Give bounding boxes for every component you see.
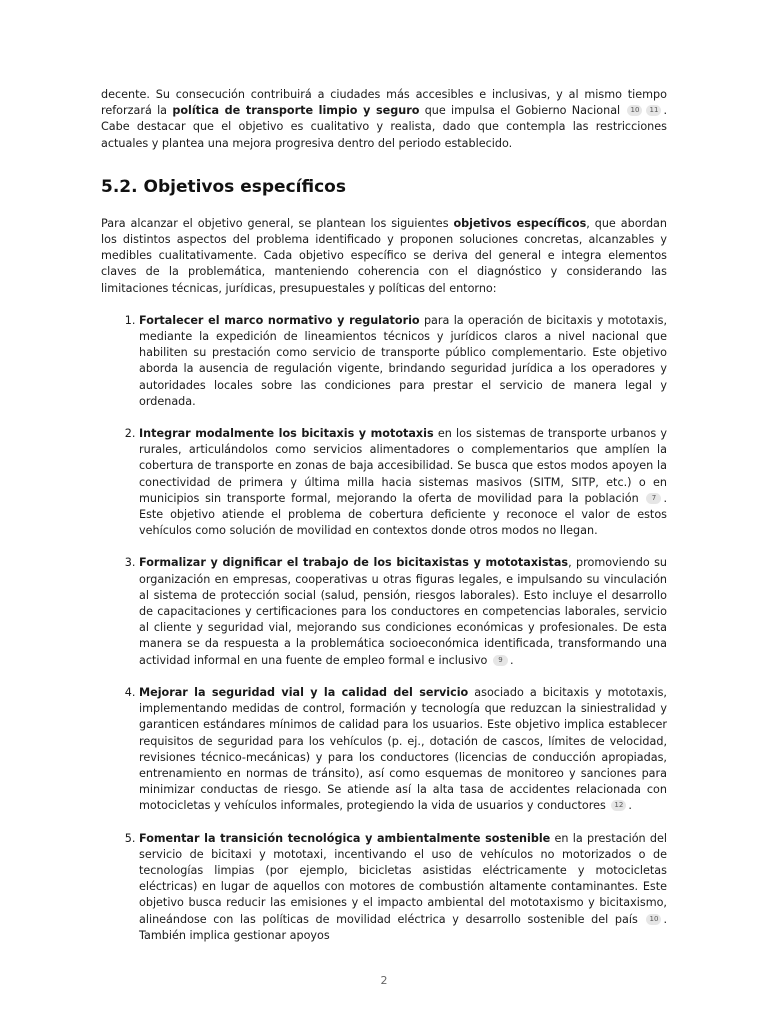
objective-item [139,685,667,815]
intro-text: . Cabe destacar que el objetivo es cualitativo y realista, dado que contempla las restricciones actuales y plantea una mejora progresiva dentro del periodo establecido. [101,104,668,150]
objective-text: en la prestación del servicio de bicitaxi y mototaxi, incentivando el uso de vehículos no motorizados o de tecnologías limpias (por ejemplo, bicicletas asistidas eléctricamente y motocicletas eléctricas) en lugar de aquellos con motores de combustión altamente contaminantes. Este objetivo busca reducir las emisiones y el impacto ambiental del mototaxismo y bicitaxismo, alineándose con las políticas de movilidad eléctrica y desarrollo sostenible del país [139,831,667,926]
citation-ref[interactable]: 10 [627,105,642,116]
section-text: Para alcanzar el objetivo general, se plantean los siguientes [101,216,454,230]
objective-item [139,313,667,410]
intro-text: que impulsa el Gobierno Nacional [419,104,621,118]
objective-item [139,831,667,944]
objective-item [139,555,667,668]
objective-item [139,426,667,539]
objective-text: . [628,799,632,813]
objective-title: Mejorar la seguridad vial y la calidad del servicio [139,685,469,699]
objective-text: . [509,653,514,667]
citation-ref[interactable]: 12 [611,800,626,811]
objective-title: Integrar modalmente los bicitaxis y mototaxis [139,427,434,441]
citation-ref[interactable]: 11 [646,105,661,116]
page-number: 2 [380,974,388,987]
objective-text: asociado a bicitaxis y mototaxis, implementando medidas de control, formación y tecnología que reduzcan la siniestralidad y garanticen estándares mínimos de calidad para los usuarios. Este objetivo implica establecer requisitos de seguridad para los vehículos (p. ej., dotación de cascos, límites de velocidad, revisiones técnico-mecánicas) y para los conductores (licencias de conducción apropiadas, entrenamiento en normas de tránsito), así como esquemas de monitoreo y sanciones para minimizar conductas de riesgo. Se atiende así la alta tasa de accidentes relacionada con motocicletas y vehículos informales, protegiendo la vida de usuarios y conductores [139,685,667,813]
objective-text: , promoviendo su organización en empresas, cooperativas u otras figuras legales, e impulsando su vinculación al sistema de protección social (salud, pensión, riesgos laborales). Esto incluye el desarrollo de capacitaciones y certificaciones para los conductores en competencias laborales, servicio al cliente y seguridad vial, mejorando sus condiciones económicas y profesionales. De esta manera se da respuesta a la problemática socioeconómica identificada, transformando una actividad informal en una fuente de empleo formal e inclusivo [139,556,667,667]
objectives-list [101,313,667,944]
citation-ref[interactable]: 9 [493,655,508,666]
intro-paragraph [101,87,667,152]
citation-ref[interactable]: 10 [646,914,661,925]
objective-title: Formalizar y dignificar el trabajo de los bicitaxistas y mototaxistas [139,556,569,570]
section-bold-phrase: objetivos específicos [453,216,587,230]
intro-bold-phrase: política de transporte limpio y seguro [172,104,420,118]
section-intro-paragraph [101,216,667,297]
objective-text: para la operación de bicitaxis y mototaxis, mediante la expedición de lineamientos técnicos y jurídicos claros a nivel nacional que habiliten su prestación como servicio de transporte público complementario. Este objetivo aborda la ausencia de regulación vigente, brindando seguridad jurídica a los operadores y autoridades locales sobre las condiciones para prestar el servicio de manera legal y ordenada. [139,313,667,408]
citation-ref[interactable]: 7 [646,493,661,504]
section-text: , que abordan los distintos aspectos del problema identificado y proponen soluciones concretas, alcanzables y medibles cualitativamente. Cada objetivo específico se deriva del general e integra elementos claves de la problemática, manteniendo coherencia con el diagnóstico y considerando las limitaciones técnicas, jurídicas, presupuestales y políticas del entorno: [101,216,667,295]
document-page [101,87,667,960]
objective-title: Fortalecer el marco normativo y regulatorio [139,313,420,327]
section-heading: 5.2. Objetivos específicos [101,176,346,197]
objective-text: . Este objetivo atiende el problema de cobertura deficiente y reconoce el valor de estos vehículos como solución de movilidad en contextos donde otros modos no llegan. [139,491,667,538]
objective-text: en los sistemas de transporte urbanos y rurales, articulándolos como servicios alimentadores o complementarios que amplíen la cobertura de transporte en zonas de baja accesibilidad. Se busca que estos modos apoyen la conectividad de primera y última milla hacia sistemas masivos (SITM, SITP, etc.) o en municipios sin transporte formal, mejorando la oferta de movilidad para la población [139,427,668,505]
objective-title: Fomentar la transición tecnológica y ambientalmente sostenible [139,831,551,845]
intro-text: decente. Su consecución contribuirá a ciudades más accesibles e inclusivas, y al mismo tiempo reforzará la [101,88,667,118]
objective-text: . También implica gestionar apoyos [139,912,668,942]
